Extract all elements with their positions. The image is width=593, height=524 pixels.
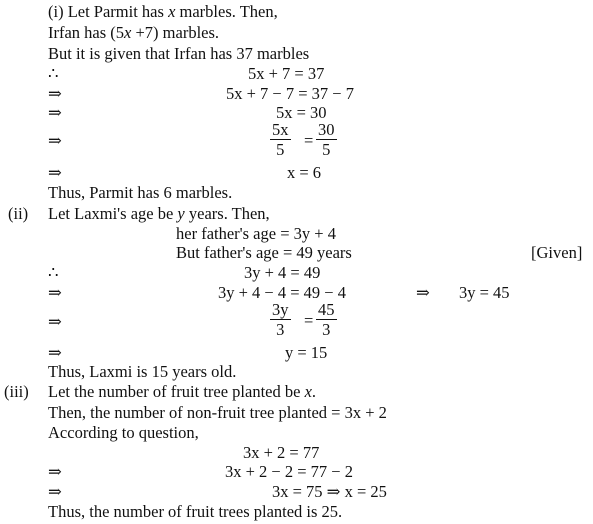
part2-eq1: 3y + 4 = 49 <box>244 263 321 282</box>
implies-symbol: ⇒ <box>48 482 62 501</box>
part1-eq5: x = 6 <box>287 163 322 182</box>
therefore-symbol: ∴ <box>48 64 59 83</box>
equals-sign: = <box>304 131 314 150</box>
part2-given-line: But father's age = 49 years <box>176 243 352 262</box>
part3-heading: Let the number of fruit tree planted be x. <box>48 382 317 401</box>
implies-symbol: ⇒ <box>48 343 62 362</box>
part1-heading: (i) Let Parmit has x marbles. Then, <box>48 2 278 21</box>
part2-label: (ii) <box>8 204 29 223</box>
part3-label: (iii) <box>4 382 29 401</box>
part1-fraction-left: $\frac{5x}{5}$ <box>272 120 289 159</box>
part3-according-line: According to question, <box>48 423 199 442</box>
part1-conclusion: Thus, Parmit has 6 marbles. <box>48 183 233 202</box>
part2-eq4: y = 15 <box>285 343 328 362</box>
part2-heading: Let Laxmi's age be y years. Then, <box>48 204 270 223</box>
implies-symbol: ⇒ <box>48 462 62 481</box>
part2-conclusion: Thus, Laxmi is 15 years old. <box>48 362 237 381</box>
implies-symbol: ⇒ <box>48 84 62 103</box>
part3-eq3: 3x = 75 ⇒ x = 25 <box>272 482 387 501</box>
equals-sign: = <box>304 311 314 330</box>
implies-symbol: ⇒ <box>48 131 62 150</box>
given-tag: [Given] <box>531 243 583 262</box>
part3-nonfruit-line: Then, the number of non-fruit tree planted = 3x + 2 <box>48 403 387 422</box>
part2-fraction-left: $\frac{3y}{3}$ <box>272 300 289 339</box>
part2-fraction-right: $\frac{45}{3}$ <box>318 300 335 339</box>
part1-fraction-right: $\frac{30}{5}$ <box>318 120 335 159</box>
implies-symbol: ⇒ <box>48 312 62 331</box>
implies-symbol: ⇒ <box>416 283 430 302</box>
implies-symbol: ⇒ <box>48 103 62 122</box>
part3-conclusion: Thus, the number of fruit trees planted is 25. <box>48 502 343 521</box>
part1-eq2: 5x + 7 − 7 = 37 − 7 <box>226 84 354 103</box>
part1-given-line: But it is given that Irfan has 37 marbles <box>48 44 310 63</box>
part3-eq1: 3x + 2 = 77 <box>243 443 320 462</box>
therefore-symbol: ∴ <box>48 263 59 282</box>
part2-eq2: 3y + 4 − 4 = 49 − 4 <box>218 283 346 302</box>
implies-symbol: ⇒ <box>48 163 62 182</box>
part1-eq1: 5x + 7 = 37 <box>248 64 325 83</box>
implies-symbol: ⇒ <box>48 283 62 302</box>
part3-eq2: 3x + 2 − 2 = 77 − 2 <box>225 462 353 481</box>
part1-eq3: 5x = 30 <box>276 103 327 122</box>
part1-irfan-line: Irfan has (5x +7) marbles. <box>48 23 220 42</box>
part2-father-age: her father's age = 3y + 4 <box>176 224 336 243</box>
part2-eq2-side: 3y = 45 <box>459 283 510 302</box>
